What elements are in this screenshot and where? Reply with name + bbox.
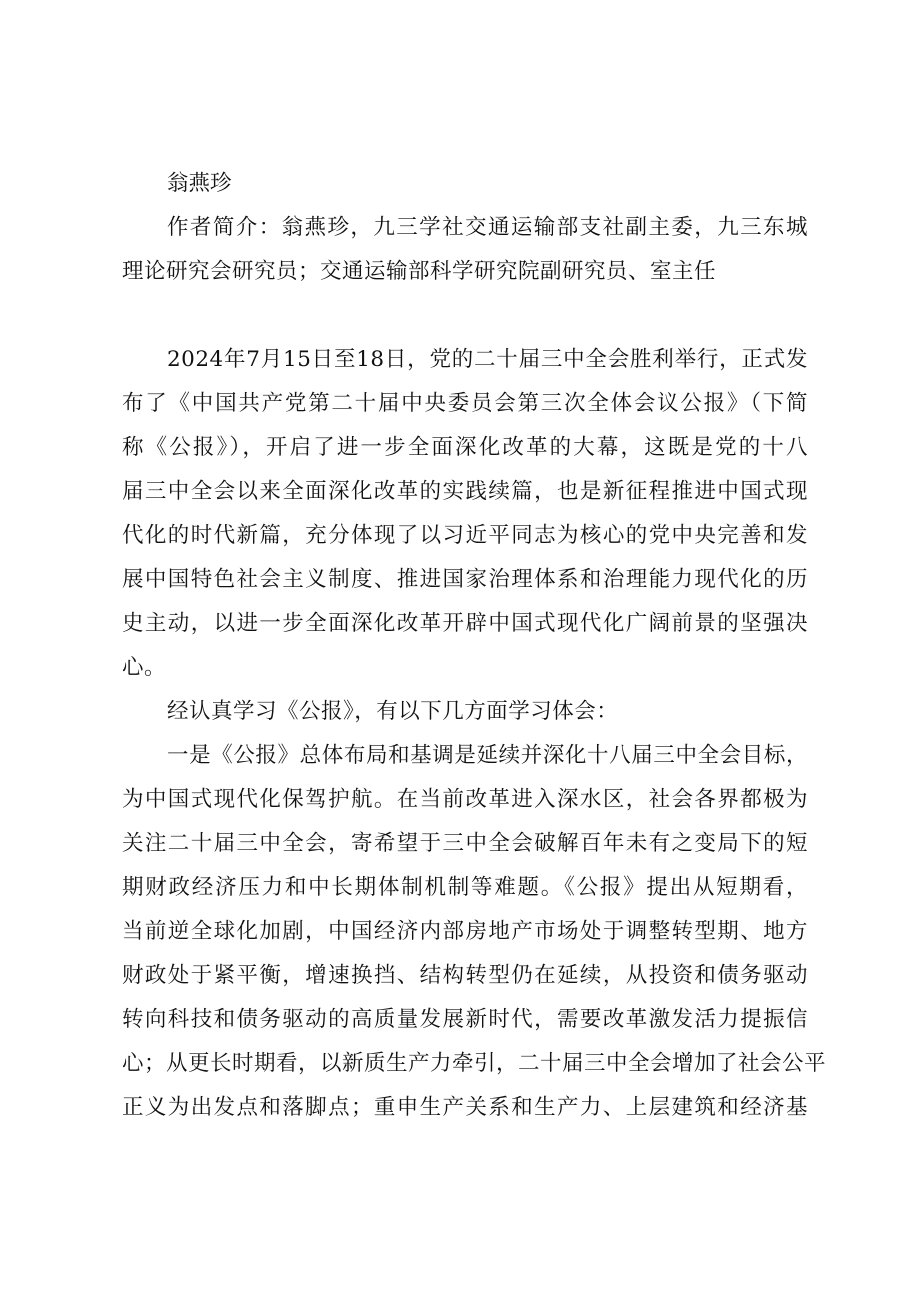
text-line: 史主动，以进一步全面深化改革开辟中国式现代化广阔前景的坚强决 (122, 611, 808, 636)
text-line: 布了《中国共产党第二十届中央委员会第三次全体会议公报》（下简 (122, 391, 808, 416)
text-line: 经认真学习《公报》，有以下几方面学习体会： (167, 699, 619, 724)
paragraph-3 (122, 734, 827, 1130)
text-line: 2024年7月15日至18日，党的二十届三中全会胜利举行，正式发 (167, 347, 808, 372)
document-body (122, 162, 827, 1130)
blank-line (122, 294, 808, 338)
text-line: 代化的时代新篇，充分体现了以习近平同志为核心的党中央完善和发 (122, 523, 808, 548)
text-line: 转向科技和债务驱动的高质量发展新时代，需要改革激发活力提振信 (122, 1007, 808, 1032)
text-line: 理论研究会研究员；交通运输部科学研究院副研究员、室主任 (122, 259, 717, 284)
text-line: 关注二十届三中全会，寄希望于三中全会破解百年未有之变局下的短 (122, 831, 808, 856)
text-line: 心；从更长时期看，以新质生产力牵引，二十届三中全会增加了社会公平 (122, 1051, 827, 1076)
author-name: 翁燕珍 (167, 171, 232, 196)
text-line: 一是《公报》总体布局和基调是延续并深化十八届三中全会目标， (167, 743, 808, 768)
paragraph-1 (122, 338, 808, 690)
text-line: 财政处于紧平衡，增速换挡、结构转型仍在延续，从投资和债务驱动 (122, 963, 808, 988)
text-line: 正义为出发点和落脚点；重申生产关系和生产力、上层建筑和经济基 (122, 1095, 808, 1120)
text-line: 为中国式现代化保驾护航。在当前改革进入深水区，社会各界都极为 (122, 787, 808, 812)
text-line: 心。 (122, 655, 167, 680)
text-line: 届三中全会以来全面深化改革的实践续篇，也是新征程推进中国式现 (122, 479, 808, 504)
text-line: 作者简介：翁燕珍，九三学社交通运输部支社副主委，九三东城 (167, 215, 808, 240)
text-line: 称《公报》），开启了进一步全面深化改革的大幕，这既是党的十八 (122, 435, 808, 460)
author-intro (122, 206, 808, 294)
text-line: 展中国特色社会主义制度、推进国家治理体系和治理能力现代化的历 (122, 567, 808, 592)
text-line: 期财政经济压力和中长期体制机制等难题。《公报》提出从短期看， (122, 875, 808, 900)
paragraph-2 (122, 690, 808, 734)
text-line: 当前逆全球化加剧，中国经济内部房地产市场处于调整转型期、地方 (122, 919, 808, 944)
